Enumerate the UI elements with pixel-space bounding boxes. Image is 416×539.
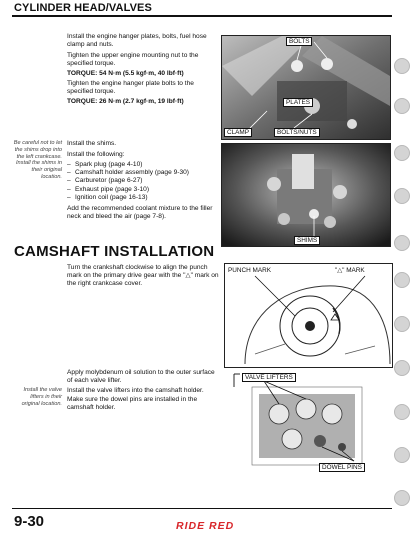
section-tab-marker bbox=[394, 58, 410, 74]
step-add-coolant: Add the recommended coolant mixture to the filler neck and bleed the air (page 7-8). bbox=[67, 205, 213, 221]
step-tighten-upper-nut: Tighten the upper engine mounting nut to the specified torque. bbox=[67, 52, 199, 68]
engine-photo-graphic bbox=[222, 36, 390, 139]
install-list bbox=[67, 161, 217, 202]
label-punch-mark: PUNCH MARK bbox=[228, 267, 271, 274]
list-item: – Camshaft holder assembly (page 9-30) bbox=[67, 169, 217, 177]
step-install-valve-lifters: Install the valve lifters into the camshaft holder. bbox=[67, 387, 204, 394]
header-rule bbox=[12, 15, 392, 17]
section-heading-camshaft-installation: CAMSHAFT INSTALLATION bbox=[14, 243, 215, 260]
footer-rule bbox=[12, 508, 392, 509]
torque-spec-1: TORQUE: 54 N·m (5.5 kgf·m, 40 lbf·ft) bbox=[67, 70, 184, 77]
step-check-dowel-pins: Make sure the dowel pins are installed in the camshaft holder. bbox=[67, 396, 198, 412]
photo-engine-hanger bbox=[221, 35, 391, 140]
section-tab-marker bbox=[394, 188, 410, 204]
photo-shims bbox=[221, 143, 391, 247]
step-tighten-plate-bolts: Tighten the engine hanger plate bolts to the specified torque. bbox=[67, 80, 194, 96]
list-item: – Exhaust pipe (page 3-10) bbox=[67, 186, 217, 194]
step-install-following: Install the following: bbox=[67, 151, 125, 158]
label-shims: SHIMS bbox=[294, 236, 320, 245]
label-clamp: CLAMP bbox=[224, 128, 252, 137]
brand-logo: RIDE RED bbox=[176, 520, 235, 532]
label-valve-lifters: VALVE LIFTERS bbox=[242, 373, 296, 382]
step-install-hanger-plates: Install the engine hanger plates, bolts, fuel hose clamp and nuts. bbox=[67, 33, 207, 49]
page-number: 9-30 bbox=[14, 513, 45, 530]
label-bolts: BOLTS bbox=[286, 37, 312, 46]
side-note-shims: Be careful not to let the shims drop into the left crankcase. Install the shims in their original location. bbox=[13, 140, 62, 180]
list-item: – Spark plug (page 4-10) bbox=[67, 161, 217, 169]
section-tab-marker bbox=[394, 272, 410, 288]
label-plates: PLATES bbox=[283, 98, 313, 107]
label-bolts-nuts: BOLTS/NUTS bbox=[274, 128, 320, 137]
label-triangle-mark: "△" MARK bbox=[335, 267, 365, 274]
shims-photo-graphic bbox=[222, 144, 390, 246]
section-tab-marker bbox=[394, 447, 410, 463]
section-tab-marker bbox=[394, 235, 410, 251]
step-apply-moly-oil: Apply molybdenum oil solution to the outer surface of each valve lifter. bbox=[67, 369, 215, 385]
section-tab-marker bbox=[394, 98, 410, 114]
camshaft-holder-drawing bbox=[224, 369, 391, 479]
step-install-shims: Install the shims. bbox=[67, 140, 117, 147]
section-tab-marker bbox=[394, 404, 410, 420]
section-tab-marker bbox=[394, 490, 410, 506]
section-tab-marker bbox=[394, 145, 410, 161]
label-dowel-pins: DOWEL PINS bbox=[319, 463, 365, 472]
page-header-title: CYLINDER HEAD/VALVES bbox=[14, 2, 152, 14]
crankcase-drawing bbox=[225, 264, 392, 367]
figure-valve-lifters bbox=[224, 369, 391, 479]
torque-spec-2: TORQUE: 26 N·m (2.7 kgf·m, 19 lbf·ft) bbox=[67, 98, 184, 105]
list-item: – Carburetor (page 6-27) bbox=[67, 177, 217, 185]
section-tab-marker bbox=[394, 316, 410, 332]
figure-punch-mark bbox=[224, 263, 393, 368]
step-turn-crankshaft: Turn the crankshaft clockwise to align the punch mark on the primary drive gear with the "△" mark on the right crankcase cover. bbox=[67, 264, 219, 288]
list-item: – Ignition coil (page 16-13) bbox=[67, 194, 217, 202]
section-tab-marker bbox=[394, 360, 410, 376]
side-note-valve-lifters: Install the valve lifters in their original location. bbox=[21, 387, 62, 407]
